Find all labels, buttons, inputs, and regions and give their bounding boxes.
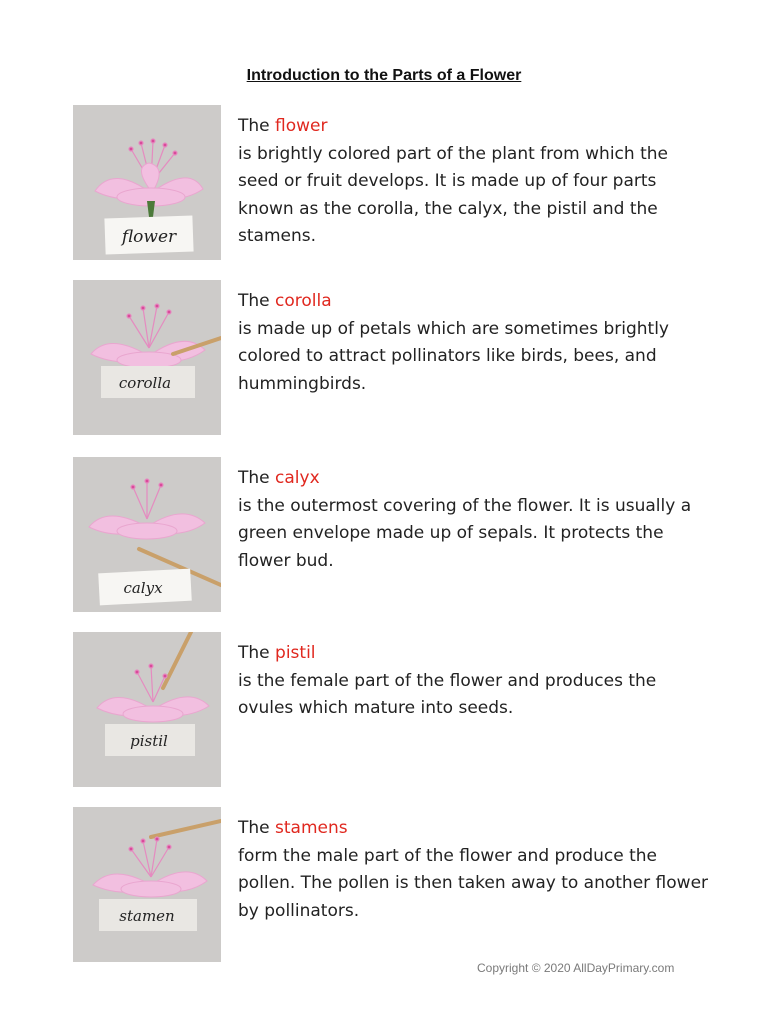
pointer-stick: [151, 821, 221, 837]
corolla-lead: The: [238, 291, 270, 311]
flower-term: flower: [275, 116, 328, 136]
calyx-lead: The: [238, 468, 270, 488]
stamens-body: form the male part of the flower and produce the pollen. The pollen is then taken away to another flower by pollinators.: [238, 845, 709, 921]
label-card-text: stamen: [119, 907, 175, 925]
copyright-notice: Copyright © 2020 AllDayPrimary.com: [477, 961, 675, 975]
stamen-filaments: [129, 837, 171, 877]
calyx-heading: [238, 465, 708, 493]
flower-lead: The: [238, 116, 270, 136]
label-card-text: flower: [121, 227, 177, 247]
corolla-term: corolla: [275, 291, 332, 311]
pistil-lead: The: [238, 643, 270, 663]
petals: [95, 163, 203, 206]
corolla-photo-illustration: [73, 280, 221, 435]
stamens-lead: The: [238, 818, 270, 838]
section-stamens: [73, 807, 713, 962]
flower-photo-illustration: [73, 105, 221, 260]
calyx-photo: [73, 457, 221, 612]
stamen-filaments: [127, 304, 171, 348]
label-card-text: corolla: [118, 374, 172, 392]
calyx-photo-illustration: [73, 457, 221, 612]
calyx-description: [238, 465, 708, 575]
corolla-heading: [238, 288, 708, 316]
label-card: [105, 724, 195, 756]
page-title: Introduction to the Parts of a Flower: [246, 67, 522, 84]
corolla-photo: [73, 280, 221, 435]
label-card: [98, 569, 192, 606]
section-corolla: [73, 280, 713, 435]
pistil-description: [238, 640, 708, 723]
corolla-description: [238, 288, 708, 398]
corolla-body: is made up of petals which are sometimes brightly colored to attract pollinators like birds, bees, and hummingbirds.: [238, 318, 669, 394]
pistil-photo-illustration: [73, 632, 221, 787]
flower-stem: [147, 201, 155, 217]
flower-body: is brightly colored part of the plant from which the seed or fruit develops. It is made up of four parts known as the corolla, the calyx, the pistil and the stamens.: [238, 143, 668, 246]
label-card: [101, 366, 195, 398]
label-card-text: pistil: [130, 732, 168, 750]
label-card: [104, 215, 193, 254]
label-card-text: calyx: [123, 579, 163, 597]
stamens-description: [238, 815, 708, 925]
pistil-term: pistil: [275, 643, 316, 663]
flower-description: [238, 113, 708, 251]
stamens-heading: [238, 815, 708, 843]
flower-photo: [73, 105, 221, 260]
flower-heading: [238, 113, 708, 141]
pointer-stick: [163, 632, 191, 688]
stamens-photo-illustration: [73, 807, 221, 962]
section-calyx: [73, 457, 713, 612]
label-card: [99, 899, 197, 931]
section-pistil: [73, 632, 713, 787]
stamen-filaments: [131, 479, 163, 519]
pistil-body: is the female part of the flower and produces the ovules which mature into seeds.: [238, 670, 657, 718]
stamens-photo: [73, 807, 221, 962]
calyx-body: is the outermost covering of the flower. It is usually a green envelope made up of sepals. It protects the flower bud.: [238, 495, 692, 571]
pistil-photo: [73, 632, 221, 787]
stamens-term: stamens: [275, 818, 348, 838]
calyx-term: calyx: [275, 468, 320, 488]
pistil-heading: [238, 640, 708, 668]
section-flower: [73, 105, 713, 260]
stamen-filaments: [135, 664, 167, 702]
